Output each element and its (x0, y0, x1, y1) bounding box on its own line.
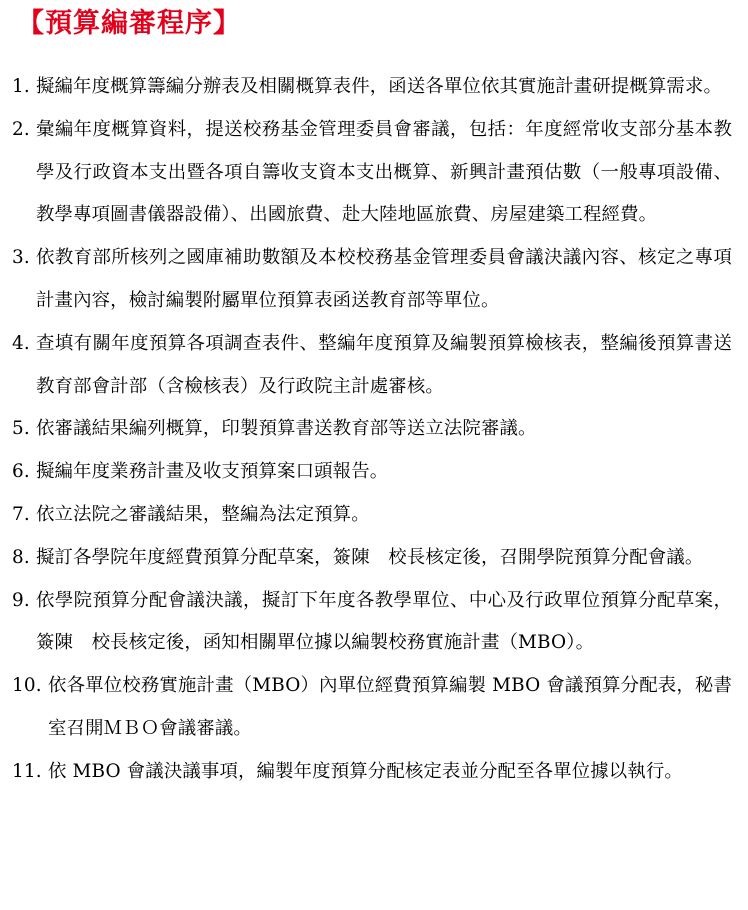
item-number: 11. (12, 760, 42, 782)
item-text: 查填有關年度預算各項調查表件、整編年度預算及編製預算檢核表，整編後預算書送教育部會計部（含檢核表）及行政院主計處審核。 (36, 332, 732, 397)
item-text: 依學院預算分配會議決議，擬訂下年度各教學單位、中心及行政單位預算分配草案，簽陳 校長核定後，函知相關單位據以編製校務實施計畫（MBO）。 (36, 589, 732, 654)
list-item (12, 109, 732, 237)
item-text: 依立法院之審議結果，整編為法定預算。 (36, 503, 370, 525)
item-number: 10. (12, 675, 42, 697)
item-text: 擬訂各學院年度經費預算分配草案，簽陳 校長核定後，召開學院預算分配會議。 (36, 546, 704, 568)
item-number: 4. (12, 332, 30, 354)
item-text: 依教育部所核列之國庫補助數額及本校校務基金管理委員會議決議內容、核定之專項計畫內容，檢討編製附屬單位預算表函送教育部等單位。 (36, 247, 732, 311)
item-number: 2. (12, 118, 30, 140)
list-item (12, 751, 732, 794)
list-item (12, 451, 732, 494)
item-text: 擬編年度概算籌編分辦表及相關概算表件，函送各單位依其實施計畫研提概算需求。 (36, 76, 723, 97)
item-number: 8. (12, 546, 30, 568)
list-item (12, 580, 732, 666)
list-item (12, 237, 732, 323)
item-number: 9. (12, 589, 30, 611)
item-text: 依審議結果編列概算，印製預算書送教育部等送立法院審議。 (36, 418, 537, 440)
item-number: 1. (12, 76, 30, 97)
list-item (12, 66, 732, 109)
item-text: 擬編年度業務計畫及收支預算案口頭報告。 (36, 461, 389, 483)
item-text: 彙編年度概算資料，提送校務基金管理委員會審議，包括：年度經常收支部分基本教學及行政資本支出暨各項自籌收支資本支出概算、新興計畫預估數（一般專項設備、教學專項圖書儀器設備）、出國旅費、赴大陸地區旅費、房屋建築工程經費。 (36, 118, 732, 226)
list-item (12, 665, 732, 751)
item-number: 7. (12, 503, 30, 525)
item-text: 依各單位校務實施計畫（MBO）內單位經費預算編製 MBO 會議預算分配表，秘書室召開ＭＢＯ會議審議。 (48, 675, 732, 739)
item-number: 5. (12, 418, 30, 440)
page-title: 【預算編審程序】 (17, 8, 241, 39)
list-item (12, 537, 732, 580)
list-item (12, 323, 732, 409)
list-item (12, 408, 732, 451)
item-text: 依 MBO 會議決議事項，編製年度預算分配核定表並分配至各單位據以執行。 (48, 760, 683, 782)
list-item (12, 494, 732, 537)
item-number: 3. (12, 247, 30, 269)
item-number: 6. (12, 461, 30, 483)
procedure-list (12, 66, 732, 794)
